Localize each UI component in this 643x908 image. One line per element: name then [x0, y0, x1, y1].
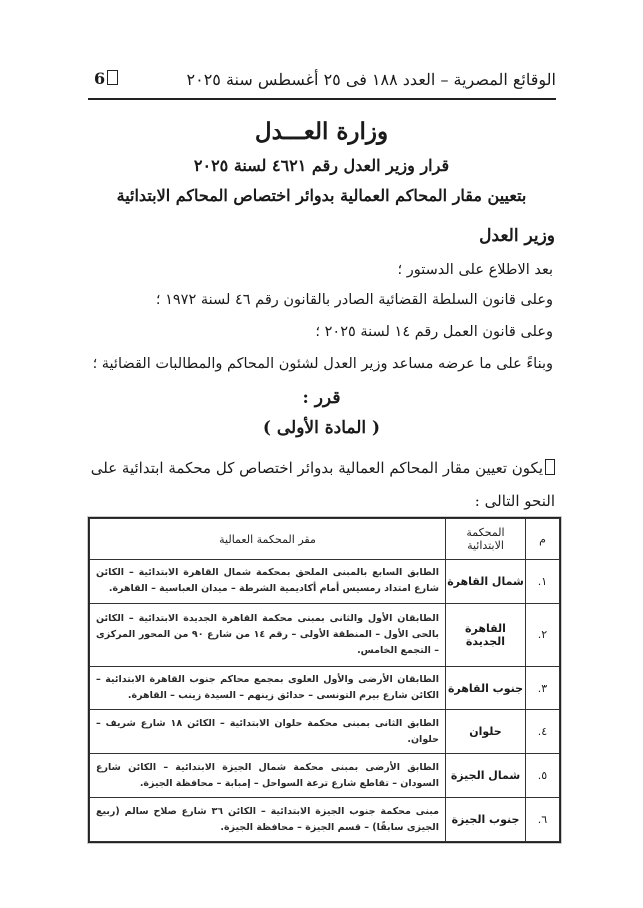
minister-label: وزير العدل: [479, 226, 555, 246]
table-row: [90, 798, 560, 842]
preamble-line: وعلى قانون العمل رقم ١٤ لسنة ٢٠٢٥ ؛: [315, 324, 553, 340]
row-address: الطابق الثانى بمبنى محكمة حلوان الابتدائية – الكائن ١٨ شارع شريف – حلوان.: [90, 710, 446, 754]
preamble-line: وعلى قانون السلطة القضائية الصادر بالقانون رقم ٤٦ لسنة ١٩٧٢ ؛: [155, 292, 553, 308]
table-row: [90, 710, 560, 754]
row-court: جنوب الجيزة: [446, 798, 526, 842]
page-number: 6: [94, 69, 118, 88]
courts-table-frame: [88, 517, 561, 843]
row-address: مبنى محكمة جنوب الجيزة الابتدائية – الكائن ٣٦ شارع صلاح سالم (ربيع الجيزى سابقًا) – قسم الجيزة – محافظة الجيزة.: [90, 798, 446, 842]
box-glyph-icon: [545, 459, 555, 475]
header-number: م: [526, 519, 560, 560]
row-address: الطابقان الأول والثانى بمبنى محكمة القاهرة الجديدة الابتدائية – الكائن بالحى الأول – المنطقة الأولى – رقم ١٤ من شارع ٩٠ من المحور المركزى – التجمع الخامس.: [90, 603, 446, 666]
decided-heading: قرر :: [302, 388, 341, 408]
table-row: [90, 754, 560, 798]
row-court: حلوان: [446, 710, 526, 754]
preamble-line: بعد الاطلاع على الدستور ؛: [397, 262, 553, 278]
ministry-title: وزارة العـــدل: [254, 118, 389, 145]
header-divider: [88, 98, 556, 100]
table-header-row: [90, 519, 560, 560]
row-address: الطابق السابع بالمبنى الملحق بمحكمة شمال القاهرة الابتدائية – الكائن شارع امتداد رمسيس أمام أكاديمية الشرطة – ميدان العباسية – القاهرة.: [90, 560, 446, 604]
row-number: ٤.: [526, 710, 560, 754]
row-number: ٣.: [526, 666, 560, 710]
row-court: شمال القاهرة: [446, 560, 526, 604]
decree-subject: بتعيين مقار المحاكم العمالية بدوائر اختصاص المحاكم الابتدائية: [116, 186, 527, 205]
row-court: القاهرة الجديدة: [446, 603, 526, 666]
article-title: ( المادة الأولى ): [262, 418, 381, 438]
preamble-line: وبناءً على ما عرضه مساعد وزير العدل لشئون المحاكم والمطالبات القضائية ؛: [92, 356, 553, 372]
page-header: [88, 68, 556, 94]
row-address: الطابق الأرضى بمبنى محكمة شمال الجيزة الابتدائية – الكائن شارع السودان – تقاطع شارع ترعة السواحل – إمبابة – محافظة الجيزة.: [90, 754, 446, 798]
decree-title: قرار وزير العدل رقم ٤٦٢١ لسنة ٢٠٢٥: [193, 156, 450, 175]
row-court: جنوب القاهرة: [446, 666, 526, 710]
courts-table: [89, 518, 560, 842]
row-number: ٦.: [526, 798, 560, 842]
row-number: ٥.: [526, 754, 560, 798]
row-address: الطابقان الأرضى والأول العلوى بمجمع محاكم جنوب القاهرة الابتدائية – الكائن شارع بيرم التونسى – حدائق زينهم – السيدة زينب – القاهرة.: [90, 666, 446, 710]
row-number: ١.: [526, 560, 560, 604]
row-number: ٢.: [526, 603, 560, 666]
header-address: مقر المحكمة العمالية: [90, 519, 446, 560]
table-row: [90, 666, 560, 710]
table-row: [90, 603, 560, 666]
article-body: يكون تعيين مقار المحاكم العمالية بدوائر اختصاص كل محكمة ابتدائية على النحو التالى :: [90, 459, 555, 510]
table-row: [90, 560, 560, 604]
gazette-header-line: الوقائع المصرية – العدد ١٨٨ فى ٢٥ أغسطس سنة ٢٠٢٥: [186, 70, 556, 89]
box-glyph-icon: [107, 70, 118, 85]
header-court: المحكمة الابتدائية: [446, 519, 526, 560]
row-court: شمال الجيزة: [446, 754, 526, 798]
